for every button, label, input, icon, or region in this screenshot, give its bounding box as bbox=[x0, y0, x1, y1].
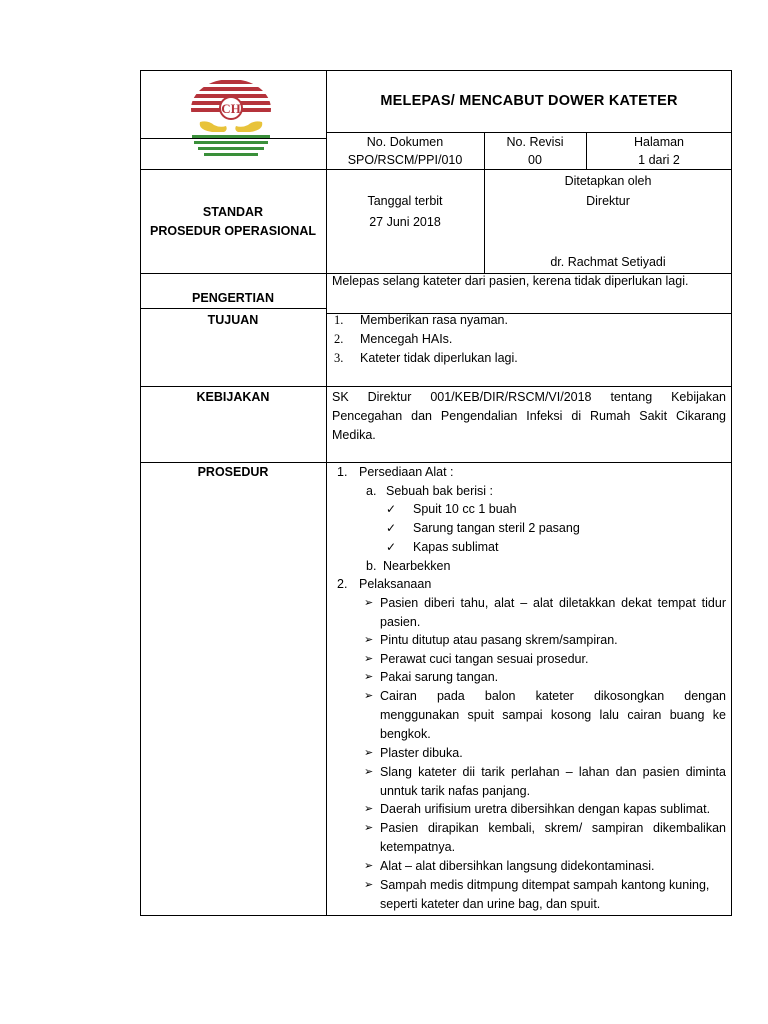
spo-label-line2: PROSEDUR OPERASIONAL bbox=[150, 224, 316, 238]
prosedur-label: PROSEDUR bbox=[197, 465, 269, 479]
arrow-bullet-icon: ➢ bbox=[364, 803, 374, 815]
checkmark-icon: ✓ bbox=[386, 502, 397, 516]
section-title: Persediaan Alat : bbox=[359, 465, 454, 479]
step-line: Plaster dibuka. bbox=[380, 746, 463, 760]
step-line: Alat – alat dibersihkan langsung didekontaminasi. bbox=[380, 859, 655, 873]
document-title: MELEPAS/ MENCABUT DOWER KATETER bbox=[380, 93, 678, 109]
pengertian-label: PENGERTIAN bbox=[192, 291, 274, 305]
step-line: unntuk tarik nafas panjang. bbox=[380, 784, 531, 798]
list-number: 1. bbox=[334, 313, 344, 327]
section-number: 1. bbox=[337, 465, 348, 479]
no-dokumen-value: SPO/RSCM/PPI/010 bbox=[347, 153, 463, 167]
check-item: Kapas sublimat bbox=[413, 540, 499, 554]
spo-label-line1: STANDAR bbox=[202, 205, 264, 219]
ditetapkan-label: Ditetapkan oleh bbox=[564, 174, 652, 188]
tanggal-terbit-label: Tanggal terbit bbox=[367, 194, 443, 208]
step-line: Daerah urifisium uretra dibersihkan dengan kapas sublimat. bbox=[380, 802, 711, 816]
signatory-name: dr. Rachmat Setiyadi bbox=[550, 255, 666, 269]
arrow-bullet-icon: ➢ bbox=[364, 671, 374, 683]
table-border-bottom bbox=[140, 915, 732, 916]
spo-document bbox=[140, 70, 732, 916]
list-item: Kateter tidak diperlukan lagi. bbox=[360, 351, 518, 365]
arrow-bullet-icon: ➢ bbox=[364, 634, 374, 646]
tanggal-terbit-value: 27 Juni 2018 bbox=[369, 215, 441, 229]
checkmark-icon: ✓ bbox=[386, 521, 397, 535]
ditetapkan-role: Direktur bbox=[586, 194, 630, 208]
list-item: Mencegah HAIs. bbox=[360, 332, 453, 346]
step-line: Sampah medis ditmpung ditempat sampah kantong kuning, bbox=[380, 878, 710, 892]
checkmark-icon: ✓ bbox=[386, 540, 397, 554]
list-number: 3. bbox=[334, 351, 344, 365]
check-item: Sarung tangan steril 2 pasang bbox=[413, 521, 580, 535]
svg-text:CH: CH bbox=[221, 101, 241, 116]
subsection-title: Nearbekken bbox=[383, 559, 451, 573]
check-item: Spuit 10 cc 1 buah bbox=[413, 502, 517, 516]
arrow-bullet-icon: ➢ bbox=[364, 860, 374, 872]
section-number: 2. bbox=[337, 577, 348, 591]
halaman-label: Halaman bbox=[633, 135, 685, 149]
halaman-value: 1 dari 2 bbox=[638, 153, 680, 167]
step-line: Pakai sarung tangan. bbox=[380, 670, 499, 684]
table-border-left bbox=[140, 70, 141, 916]
hospital-logo-icon bbox=[190, 78, 272, 158]
section-title: Pelaksanaan bbox=[359, 577, 432, 591]
step-line: Perawat cuci tangan sesuai prosedur. bbox=[380, 652, 589, 666]
row-divider bbox=[140, 386, 732, 387]
arrow-bullet-icon: ➢ bbox=[364, 597, 374, 609]
hospital-logo bbox=[190, 78, 272, 158]
table-border-top bbox=[140, 70, 732, 71]
kebijakan-label: KEBIJAKAN bbox=[196, 390, 270, 404]
arrow-bullet-icon: ➢ bbox=[364, 822, 374, 834]
list-number: 2. bbox=[334, 332, 344, 346]
kebijakan-line: Pencegahan dan Pengendalian Infeksi di Rumah Sakit Cikarang bbox=[332, 409, 726, 423]
step-line: menggunakan spuit sampai kosong lalu cairan buang ke bbox=[380, 708, 726, 722]
list-item: Memberikan rasa nyaman. bbox=[360, 313, 508, 327]
step-line: Pintu ditutup atau pasang skrem/sampiran. bbox=[380, 633, 618, 647]
subsection-letter: b. bbox=[366, 559, 377, 573]
step-line: Pasien dirapikan kembali, skrem/ sampiran dikembalikan bbox=[380, 821, 726, 835]
kebijakan-line: SK Direktur 001/KEB/DIR/RSCM/VI/2018 tentang Kebijakan bbox=[332, 390, 726, 404]
step-line: seperti kateter dan urine bag, dan spuit. bbox=[380, 897, 601, 911]
row-divider bbox=[140, 169, 732, 170]
arrow-bullet-icon: ➢ bbox=[364, 879, 374, 891]
subsection-letter: a. bbox=[366, 484, 377, 498]
no-dokumen-label: No. Dokumen bbox=[366, 135, 444, 149]
no-revisi-value: 00 bbox=[528, 153, 542, 167]
step-line: ketempatnya. bbox=[380, 840, 456, 854]
step-line: Slang kateter dii tarik perlahan – lahan dan pasien diminta bbox=[380, 765, 726, 779]
step-line: Pasien diberi tahu, alat – alat diletakkan dekat tempat tidur bbox=[380, 596, 726, 610]
no-revisi-label: No. Revisi bbox=[506, 135, 564, 149]
pengertian-text: Melepas selang kateter dari pasien, kerena tidak diperlukan lagi. bbox=[332, 274, 689, 288]
subsection-title: Sebuah bak berisi : bbox=[386, 484, 494, 498]
step-line: pasien. bbox=[380, 615, 421, 629]
arrow-bullet-icon: ➢ bbox=[364, 690, 374, 702]
arrow-bullet-icon: ➢ bbox=[364, 653, 374, 665]
kebijakan-line: Medika. bbox=[332, 428, 376, 442]
arrow-bullet-icon: ➢ bbox=[364, 747, 374, 759]
row-divider bbox=[140, 308, 326, 309]
tujuan-label: TUJUAN bbox=[207, 313, 259, 327]
step-line: Cairan pada balon kateter dikosongkan dengan bbox=[380, 689, 726, 703]
arrow-bullet-icon: ➢ bbox=[364, 766, 374, 778]
step-line: bengkok. bbox=[380, 727, 431, 741]
